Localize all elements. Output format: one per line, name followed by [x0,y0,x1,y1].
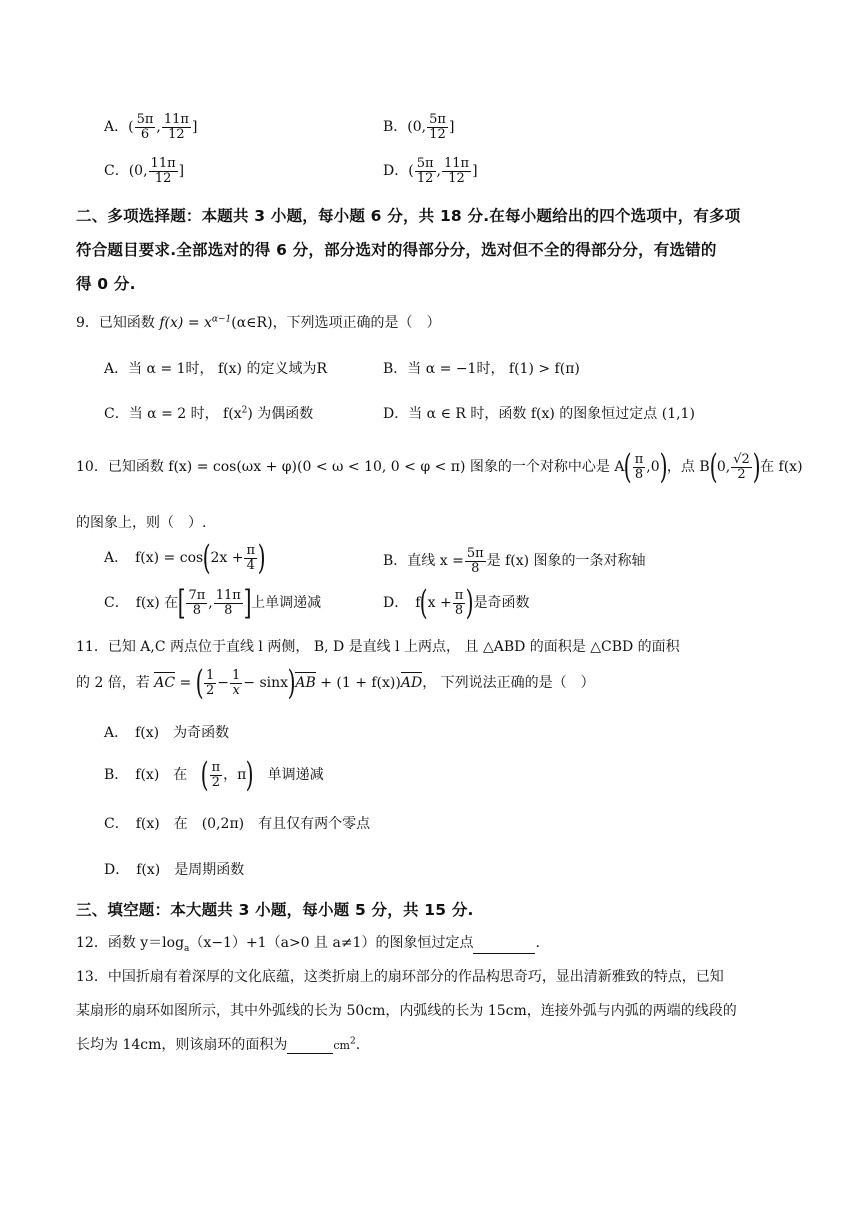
q9-option-b: B．当 α = −1时， f(1) > f(π) [383,361,580,377]
q10-stem-line2: 的图象上，则（ ）. [76,515,207,531]
q13-line2: 某扇形的扇环如图所示，其中外弧线的长为 50cm，内弧线的长为 15cm，连接外弧与内弧的两端的线段的 [76,1003,737,1019]
q13-answer-blank[interactable] [287,1039,333,1054]
q10-option-d: D． f(x + $\frac{\pi}{8}$ )是奇函数 [383,583,530,623]
section2-line2: 符合题目要求.全部选对的得 6 分，部分选对的得部分分，选对但不全的得部分分，有选错的 [76,241,717,259]
q9-option-c: C．当 α = 2 时， $f(x^2)$ 为偶函数 [104,405,314,422]
q8-option-a: A．( $\frac{5\pi}{6}$ , $\frac{11\pi}{12}$ ] [104,112,198,142]
q10-stem: 10．已知函数 f(x) = cos(ωx + φ)(0 < ω < 10, 0 < φ < π) 图象的一个对称中心是 A( $\frac{\pi}{8}$ ,0)，点 B(0, $\frac{√2}{2}$ )在 f(x) [76,447,803,487]
q8-option-d: D．( $\frac{5\pi}{12}$ , $\frac{11\pi}{12}$ ] [383,156,478,186]
q13-line1: 13．中国折扇有着深厚的文化底蕴，这类折扇上的扇环部分的作品构思奇巧，显出清新雅致的特点，已知 [76,969,724,985]
q9-option-a: A．当 α = 1时， f(x) 的定义域为R [104,361,327,377]
section3-heading: 三、填空题：本大题共 3 小题，每小题 5 分，共 15 分. [76,901,474,919]
section2-line3: 得 0 分. [76,275,136,293]
q11-stem-line1: 11．已知 A,C 两点位于直线 l 两侧， B, D 是直线 l 上两点， 且 △ABD 的面积是 △CBD 的面积 [76,639,680,655]
q10-option-b: B．直线 x = $\frac{5\pi}{8}$ 是 f(x) 图象的一条对称轴 [383,546,646,576]
q9-stem: 9．已知函数 $f(x) = x^{\alpha-1}(\alpha\in R)$，下列选项正确的是（ ） [76,314,441,331]
q11-option-d: D． f(x) 是周期函数 [104,862,245,878]
q11-option-c: C． f(x) 在 (0,2π) 有且仅有两个零点 [104,816,371,832]
q11-option-b: B． f(x) 在 ( $\frac{\pi}{2}$ ，π) 单调递减 [104,755,324,795]
q9-option-d: D．当 α ∈ R 时，函数 f(x) 的图象恒过定点 (1,1) [383,406,695,422]
section2-line1: 二、多项选择题：本题共 3 小题，每小题 6 分，共 18 分.在每小题给出的四个选项中，有多项 [76,207,741,225]
q8-option-c: C．(0, $\frac{11\pi}{12}$ ] [104,156,185,186]
q8-option-b: B．(0, $\frac{5\pi}{12}$ ] [383,112,455,142]
q10-option-c: C． f(x) 在[ $\frac{7\pi}{8}$ , $\frac{11\pi}{8}$ ]上单调递减 [104,583,322,623]
q11-option-a: A． f(x) 为奇函数 [104,725,230,741]
q12-text: 12．函数 $y=\log_a(x-1)+1(a>0$ 且 a≠1）的图象恒过定点 . [76,935,540,954]
q11-stem-line2: 的 2 倍，若 AC = ( $\frac{1}{2}$ − $\frac{1}{x}$ − sinx)AB + (1 + f(x))AD， 下列说法正确的是（ ） [76,663,595,703]
q13-line3: 长均为 14cm，则该扇环的面积为 $cm^2$. [76,1036,361,1053]
q10-option-a: A． f(x) = cos(2x + $\frac{\pi}{4}$ ) [104,538,266,578]
q12-answer-blank[interactable] [473,939,535,954]
